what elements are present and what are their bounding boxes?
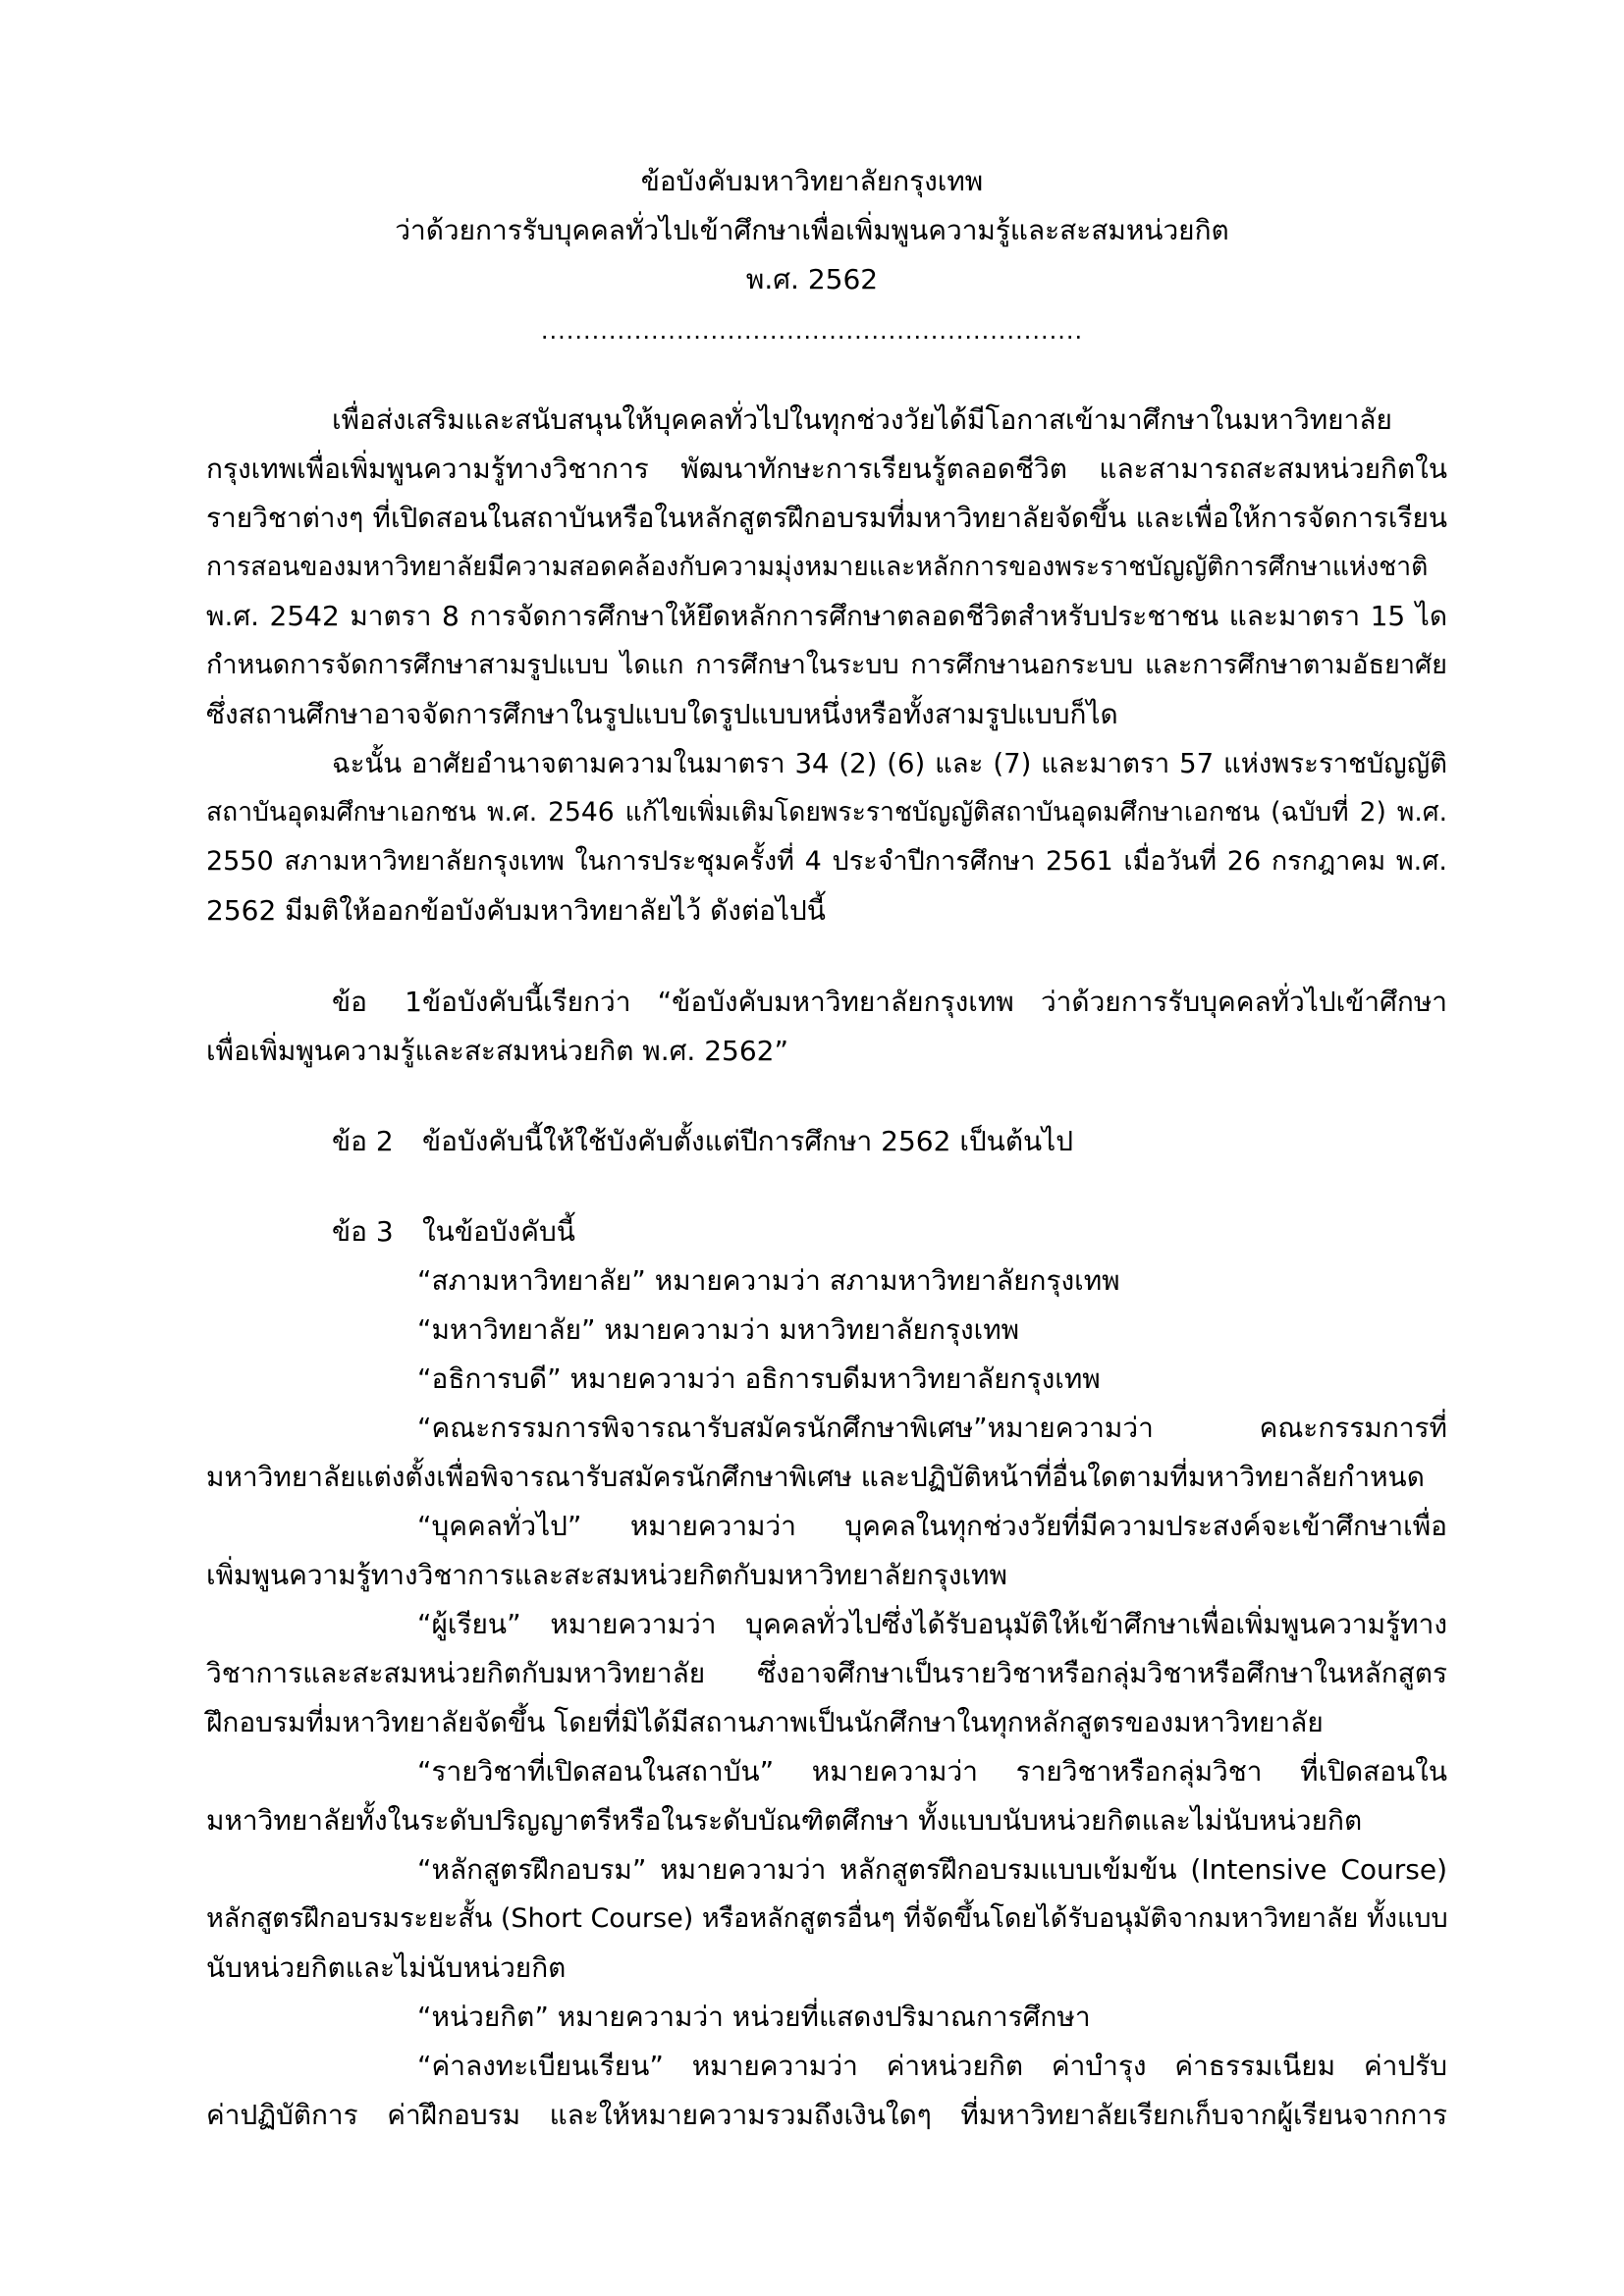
clause-text: ในข้อบังคับนี้: [422, 1215, 575, 1248]
definition-courses: มหาวิทยาลัยทั้งในระดับปริญญาตรีหรือในระดับบัณฑิตศึกษา ทั้งแบบนับหน่วยกิตและไม่นับหน่วยกิต: [206, 1804, 1363, 1837]
definition-council: “สภามหาวิทยาลัย” หมายความว่า สภามหาวิทยาลัยกรุงเทพ: [417, 1264, 1120, 1297]
definition-learner: วิชาการและสะสมหน่วยกิตกับมหาวิทยาลัย ซึ่งอาจศึกษาเป็นรายวิชาหรือกลุ่มวิชาหรือศึกษาในหลักสูตร: [206, 1657, 1447, 1689]
clause-number: ข้อ 3: [332, 1215, 394, 1248]
authority-line: 2550 สภามหาวิทยาลัยกรุงเทพ ในการประชุมครั้งที่ 4 ประจำปีการศึกษา 2561 เมื่อวันที่ 26 กรกฎาคม พ.ศ.: [206, 846, 1447, 877]
preamble-line: กรุงเทพเพื่อเพิ่มพูนความรู้ทางวิชาการ พัฒนาทักษะการเรียนรู้ตลอดชีวิต และสามารถสะสมหน่วยกิตใน: [206, 453, 1447, 485]
clause-text: ข้อบังคับนี้เรียกว่า “ข้อบังคับมหาวิทยาลัยกรุงเทพ ว่าด้วยการรับบุคคลทั่วไปเข้าศึกษา: [422, 986, 1447, 1018]
definition-training: หลักสูตรฝึกอบรมระยะสั้น (Short Course) หรือหลักสูตรอื่นๆ ที่จัดขึ้นโดยได้รับอนุมัติจากมหาวิทยาลัย ทั้งแบบ: [206, 1903, 1448, 1934]
definition-courses: “รายวิชาที่เปิดสอนในสถาบัน” หมายความว่า รายวิชาหรือกลุ่มวิชา ที่เปิดสอนใน: [417, 1755, 1447, 1788]
preamble-line: เพื่อส่งเสริมและสนับสนุนให้บุคคลทั่วไปในทุกช่วงวัยได้มีโอกาสเข้ามาศึกษาในมหาวิทยาลัย: [332, 403, 1392, 436]
authority-line: สถาบันอุดมศึกษาเอกชน พ.ศ. 2546 แก้ไขเพิ่มเติมโดยพระราชบัญญัติสถาบันอุดมศึกษาเอกชน (ฉบับที่ 2) พ.ศ.: [206, 797, 1447, 828]
title-separator: ................................................................: [540, 317, 1084, 345]
definition-general-public: เพิ่มพูนความรู้ทางวิชาการและสะสมหน่วยกิตกับมหาวิทยาลัยกรุงเทพ: [206, 1559, 1007, 1591]
definition-training: นับหน่วยกิตและไม่นับหน่วยกิต: [206, 1951, 567, 1984]
authority-line: ฉะนั้น อาศัยอำนาจตามความในมาตรา 34 (2) (6) และ (7) และมาตรา 57 แห่งพระราชบัญญัติ: [332, 748, 1447, 779]
definition-committee: “คณะกรรมการพิจารณารับสมัครนักศึกษาพิเศษ”หมายความว่า คณะกรรมการที่: [417, 1412, 1447, 1444]
definition-learner: “ผู้เรียน” หมายความว่า บุคคลทั่วไปซึ่งได้รับอนุมัติให้เข้าศึกษาเพื่อเพิ่มพูนความรู้ทาง: [417, 1608, 1447, 1640]
preamble-line: รายวิชาต่างๆ ที่เปิดสอนในสถาบันหรือในหลักสูตรฝึกอบรมที่มหาวิทยาลัยจัดขึ้น และเพื่อให้การจัดการเรียน: [206, 502, 1447, 534]
preamble-line: กำหนดการจัดการศึกษาสามรูปแบบ ไดแก การศึกษาในระบบ การศึกษานอกระบบ และการศึกษาตามอัธยาศัย: [206, 650, 1447, 680]
definition-fees: ค่าปฏิบัติการ ค่าฝึกอบรม และให้หมายความรวมถึงเงินใดๆ ที่มหาวิทยาลัยเรียกเก็บจากผู้เรียนจากการ: [206, 2099, 1447, 2131]
clause-1-continuation: เพื่อเพิ่มพูนความรู้และสะสมหน่วยกิต พ.ศ. 2562”: [206, 1035, 788, 1067]
definition-general-public: “บุคคลทั่วไป” หมายความว่า บุคคลในทุกช่วงวัยที่มีความประสงค์จะเข้าศึกษาเพื่อ: [417, 1510, 1447, 1542]
clause-number: ข้อ 1: [332, 986, 422, 1018]
definition-fees: “ค่าลงทะเบียนเรียน” หมายความว่า ค่าหน่วยกิต ค่าบำรุง ค่าธรรมเนียม ค่าปรับ: [417, 2050, 1447, 2082]
preamble-line: พ.ศ. 2542 มาตรา 8 การจัดการศึกษาให้ยึดหลักการศึกษาตลอดชีวิตสำหรับประชาชน และมาตรา 15 ได: [206, 600, 1447, 632]
regulation-title: ข้อบังคับมหาวิทยาลัยกรุงเทพ: [640, 165, 984, 197]
preamble-line: การสอนของมหาวิทยาลัยมีความสอดคล้องกับความมุ่งหมายและหลักการของพระราชบัญญัติการศึกษาแห่งชาติ: [206, 552, 1429, 582]
clause-1: [332, 980, 1447, 1025]
clause-number: ข้อ 2: [332, 1125, 394, 1157]
regulation-subtitle: ว่าด้วยการรับบุคคลทั่วไปเข้าศึกษาเพื่อเพิ่มพูนความรู้และสะสมหน่วยกิต: [395, 214, 1229, 246]
clause-3: [332, 1209, 1447, 1255]
authority-line: 2562 มีมติให้ออกข้อบังคับมหาวิทยาลัยไว้ ดังต่อไปนี้: [206, 894, 826, 927]
preamble-line: ซึ่งสถานศึกษาอาจจัดการศึกษาในรูปแบบใดรูปแบบหนึ่งหรือทั้งสามรูปแบบก็ได: [206, 698, 1118, 730]
regulation-year: พ.ศ. 2562: [745, 263, 879, 295]
definition-university: “มหาวิทยาลัย” หมายความว่า มหาวิทยาลัยกรุงเทพ: [417, 1313, 1020, 1346]
definition-credit: “หน่วยกิต” หมายความว่า หน่วยที่แสดงปริมาณการศึกษา: [417, 2001, 1091, 2033]
definition-training: “หลักสูตรฝึกอบรม” หมายความว่า หลักสูตรฝึกอบรมแบบเข้มข้น (Intensive Course): [417, 1853, 1447, 1886]
definition-committee: มหาวิทยาลัยแต่งตั้งเพื่อพิจารณารับสมัครนักศึกษาพิเศษ และปฏิบัติหน้าที่อื่นใดตามที่มหาวิทยาลัยกำหนด: [206, 1461, 1425, 1493]
definition-learner: ฝึกอบรมที่มหาวิทยาลัยจัดขึ้น โดยที่มิได้มีสถานภาพเป็นนักศึกษาในทุกหลักสูตรของมหาวิทยาลัย: [206, 1706, 1324, 1738]
clause-text: ข้อบังคับนี้ให้ใช้บังคับตั้งแต่ปีการศึกษา 2562 เป็นต้นไป: [422, 1125, 1074, 1157]
clause-2: [332, 1119, 1447, 1164]
definition-president: “อธิการบดี” หมายความว่า อธิการบดีมหาวิทยาลัยกรุงเทพ: [417, 1362, 1101, 1395]
